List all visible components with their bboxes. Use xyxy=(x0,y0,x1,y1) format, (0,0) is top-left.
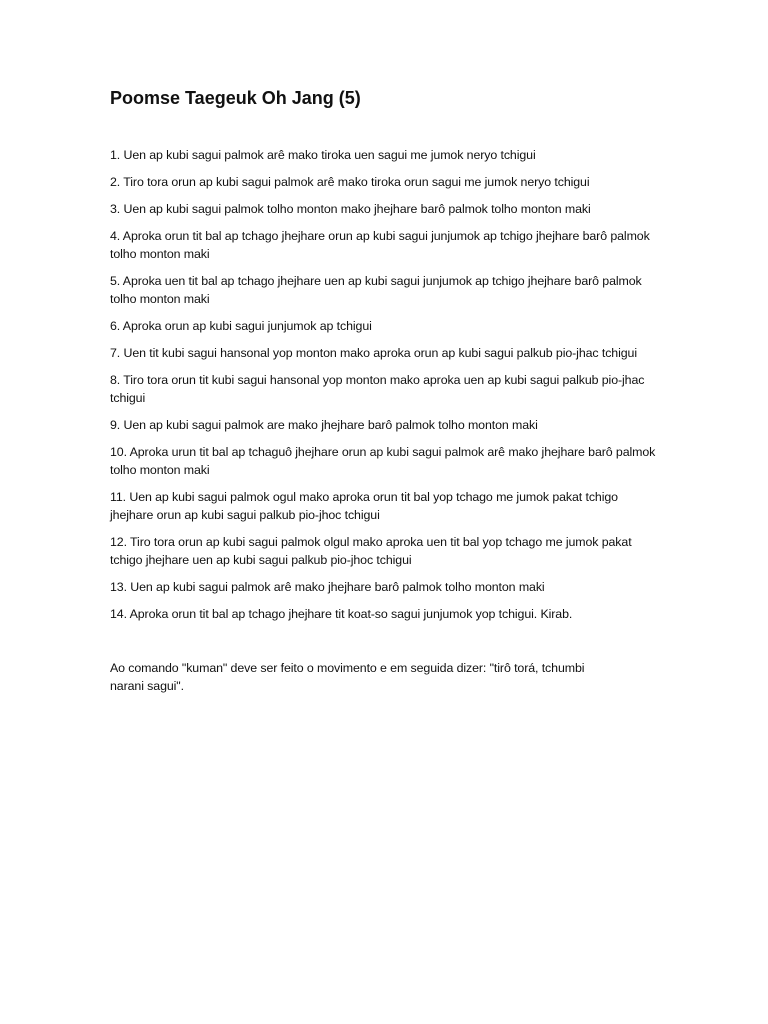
step-item: 8. Tiro tora orun tit kubi sagui hansonal yop monton mako aproka uen ap kubi sagui palkub pio-jhac tchigui xyxy=(110,373,645,405)
step-item: 7. Uen tit kubi sagui hansonal yop monton mako aproka orun ap kubi sagui palkub pio-jhac tchigui xyxy=(110,346,637,360)
step-item: 13. Uen ap kubi sagui palmok arê mako jhejhare barô palmok tolho monton maki xyxy=(110,580,545,594)
step-item: 9. Uen ap kubi sagui palmok are mako jhejhare barô palmok tolho monton maki xyxy=(110,418,538,432)
step-item: 6. Aproka orun ap kubi sagui junjumok ap tchigui xyxy=(110,319,372,333)
document-page xyxy=(110,86,660,707)
step-item: 11. Uen ap kubi sagui palmok ogul mako aproka orun tit bal yop tchago me jumok pakat tchigo jhejhare orun ap kubi sagui palkub pio-jhoc tchigui xyxy=(110,490,618,522)
step-item: 3. Uen ap kubi sagui palmok tolho monton mako jhejhare barô palmok tolho monton maki xyxy=(110,202,591,216)
step-item: 2. Tiro tora orun ap kubi sagui palmok arê mako tiroka orun sagui me jumok neryo tchigui xyxy=(110,175,590,189)
step-item: 4. Aproka orun tit bal ap tchago jhejhare orun ap kubi sagui junjumok ap tchigo jhejhare barô palmok tolho monton maki xyxy=(110,229,650,261)
document-title: Poomse Taegeuk Oh Jang (5) xyxy=(110,88,361,108)
step-item: 5. Aproka uen tit bal ap tchago jhejhare uen ap kubi sagui junjumok ap tchigo jhejhare barô palmok tolho monton maki xyxy=(110,274,642,306)
closing-note: Ao comando "kuman" deve ser feito o movimento e em seguida dizer: "tirô torá, tchumbi narani sagui". xyxy=(110,661,585,693)
step-item: 14. Aproka orun tit bal ap tchago jhejhare tit koat-so sagui junjumok yop tchigui. Kirab. xyxy=(110,607,573,621)
step-item: 1. Uen ap kubi sagui palmok arê mako tiroka uen sagui me jumok neryo tchigui xyxy=(110,148,536,162)
step-item: 12. Tiro tora orun ap kubi sagui palmok olgul mako aproka uen tit bal yop tchago me jumok pakat tchigo jhejhare uen ap kubi sagui palkub pio-jhoc tchigui xyxy=(110,535,632,567)
steps-list xyxy=(110,146,660,623)
step-item: 10. Aproka urun tit bal ap tchaguô jhejhare orun ap kubi sagui palmok arê mako jhejhare barô palmok tolho monton maki xyxy=(110,445,656,477)
